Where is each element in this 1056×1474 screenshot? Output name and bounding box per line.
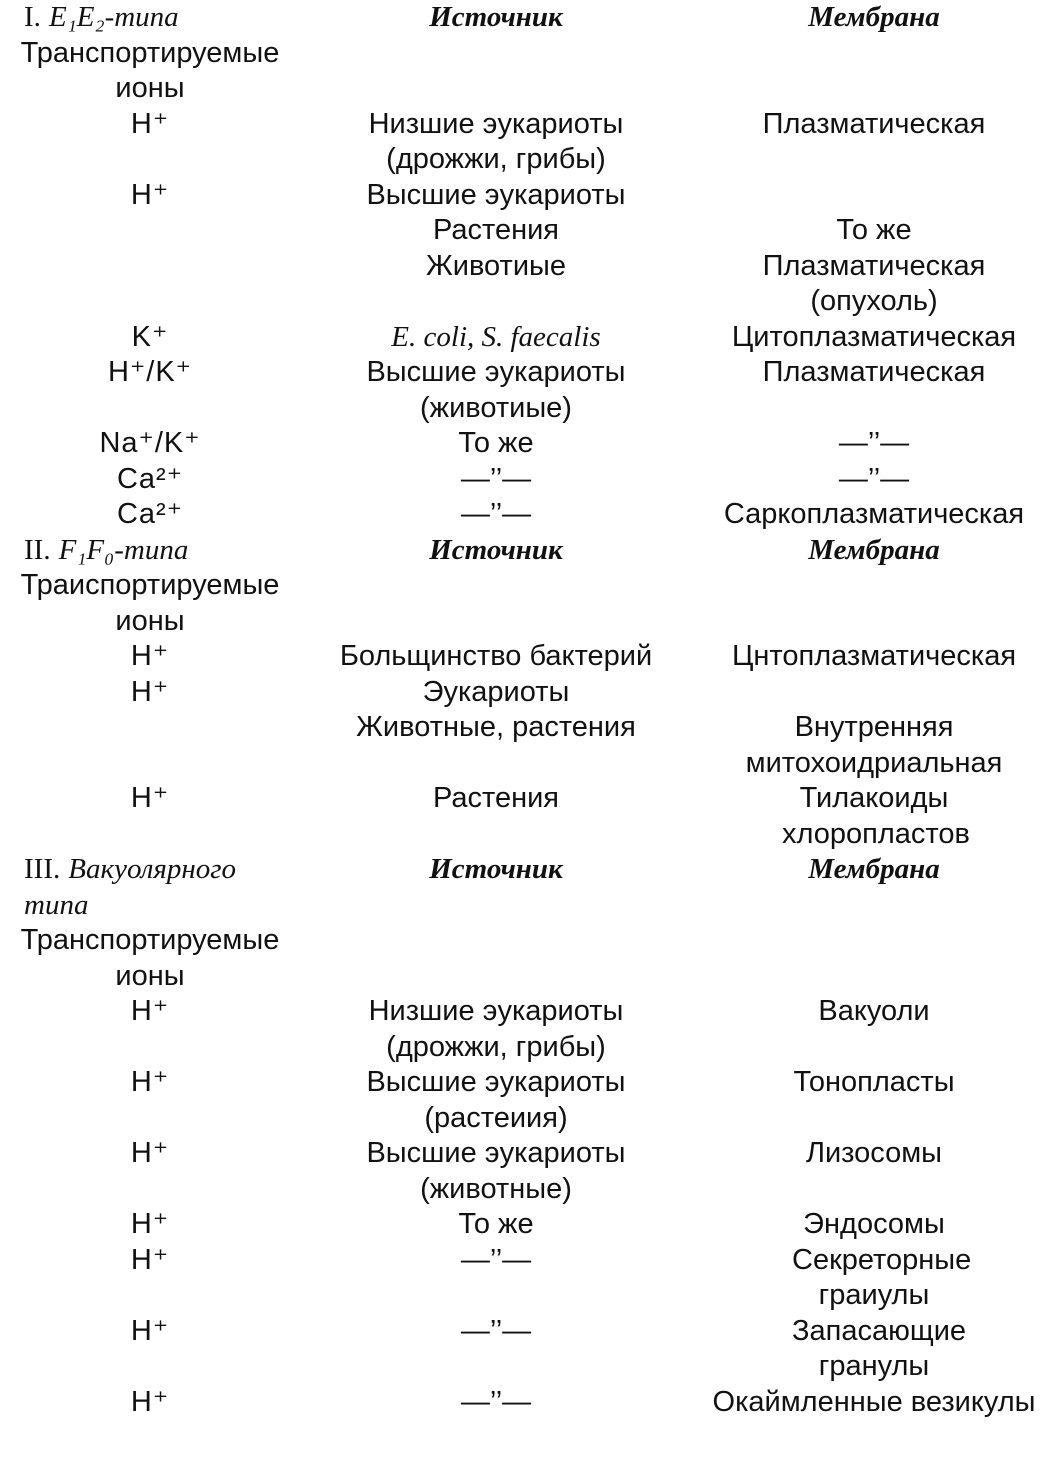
source-cell: —’’— <box>460 1385 532 1418</box>
source-cell: Высшие эукариоты (животные) <box>366 1137 626 1205</box>
source-column-header: Источник <box>429 533 563 566</box>
ion-cell: H⁺ <box>130 640 170 672</box>
ion-cell: Ca²⁺ <box>116 462 184 495</box>
membrane-cell: —’’— <box>838 427 910 459</box>
type-heading <box>0 0 300 36</box>
membrane-cell: Запасающие гранулы <box>792 1314 967 1382</box>
type-name: E₁E₂-типа <box>48 1 179 33</box>
type-name: Вакуолярного типа <box>24 853 237 921</box>
source-column-header: Источник <box>429 853 563 885</box>
table-row <box>0 1314 1056 1385</box>
membrane-cell: —’’— <box>838 462 910 495</box>
ion-cell: Ca²⁺ <box>116 498 184 530</box>
membrane-cell: Цнтоплазматическая <box>731 640 1017 672</box>
type-heading <box>0 533 300 569</box>
ions-column-label: Транспортируемые ионы <box>20 36 280 104</box>
membrane-cell: Лизосомы <box>805 1137 943 1169</box>
source-cell: То же <box>458 1208 534 1240</box>
source-cell: —’’— <box>460 462 532 495</box>
section-number: II. <box>24 533 51 566</box>
source-cell: Высшие эукариоты (растеиия) <box>366 1066 626 1134</box>
membrane-cell: Секреторные граиулы <box>792 1243 972 1311</box>
source-cell: —’’— <box>460 1314 532 1347</box>
ion-cell: H⁺ <box>130 782 170 814</box>
section-header <box>0 852 1056 923</box>
section-header <box>0 533 1056 569</box>
table-row <box>0 355 1056 426</box>
source-cell: Больщинство бактерий <box>339 640 653 672</box>
ion-cell: H⁺/K⁺ <box>108 356 192 388</box>
membrane-cell: Эндосомы <box>803 1208 945 1240</box>
section-number: III. <box>24 853 61 885</box>
table-row <box>0 426 1056 462</box>
ions-label-row <box>0 923 1056 994</box>
membrane-cell: Плазматическая (опухоль) <box>762 249 986 317</box>
source-cell: Высшие эукариоты (животиые) <box>366 356 626 424</box>
source-cell: —’’— <box>460 1243 532 1276</box>
table-row <box>0 639 1056 675</box>
table-row <box>0 675 1056 711</box>
ions-label-row <box>0 36 1056 107</box>
source-cell: Высшие эукариоты <box>366 178 626 211</box>
source-cell: Животные, растения <box>356 711 636 743</box>
source-cell: Растения <box>432 782 559 814</box>
ion-cell: K⁺ <box>131 320 169 353</box>
ions-column-label: Транспортируемые ионы <box>20 924 280 992</box>
ion-cell: H⁺ <box>130 675 170 708</box>
source-column-header: Источник <box>429 1 563 33</box>
membrane-cell: Внутренняя митохоидриальная <box>745 711 1003 779</box>
ion-cell: H⁺ <box>130 1314 170 1347</box>
table-row <box>0 1243 1056 1314</box>
ion-cell: H⁺ <box>130 1243 170 1276</box>
type-name: F₁F₀-типа <box>58 533 189 566</box>
table-row <box>0 1065 1056 1136</box>
table-row <box>0 1136 1056 1207</box>
membrane-cell: Саркоплазматическая <box>723 498 1025 530</box>
section-f1f0-type <box>0 533 1056 853</box>
membrane-cell: Вакуоли <box>818 995 930 1027</box>
table-row <box>0 1385 1056 1421</box>
section-header <box>0 0 1056 36</box>
membrane-cell: Тилакоиды хлоропластов <box>782 782 970 850</box>
ion-cell: H⁺ <box>130 1208 170 1240</box>
source-cell: Эукариоты <box>422 675 570 708</box>
ion-cell: H⁺ <box>130 178 170 211</box>
membrane-cell: Тонопласты <box>793 1066 955 1098</box>
source-cell: Животиые <box>425 249 566 282</box>
ion-cell: H⁺ <box>130 995 170 1027</box>
membrane-cell: Цитоплазматическая <box>731 320 1017 353</box>
table-row <box>0 249 1056 320</box>
table-row <box>0 497 1056 533</box>
table-row <box>0 710 1056 781</box>
section-vacuolar-type <box>0 852 1056 1420</box>
source-cell: Низшие эукариоты (дрожжи, грибы) <box>368 107 624 175</box>
source-cell: E. coli, S. faecalis <box>391 320 601 353</box>
ion-cell: H⁺ <box>130 1137 170 1169</box>
membrane-column-header: Мембрана <box>808 1 940 33</box>
table-row <box>0 213 1056 249</box>
source-cell: Растения <box>432 214 559 246</box>
section-number: I. <box>24 1 41 33</box>
ion-cell: H⁺ <box>130 1066 170 1098</box>
membrane-cell: Плазматическая <box>762 356 986 388</box>
table-row <box>0 107 1056 178</box>
source-cell: —’’— <box>460 498 532 530</box>
table-row <box>0 994 1056 1065</box>
table-row <box>0 320 1056 356</box>
membrane-column-header: Мембрана <box>808 853 940 885</box>
source-cell: Низшие эукариоты (дрожжи, грибы) <box>368 995 624 1063</box>
ion-cell: H⁺ <box>130 107 170 140</box>
ion-cell: Na⁺/K⁺ <box>99 427 201 459</box>
section-e1e2-type <box>0 0 1056 533</box>
table-row <box>0 462 1056 498</box>
membrane-column-header: Мембрана <box>808 533 940 566</box>
table-row <box>0 1207 1056 1243</box>
membrane-cell: Плазматическая <box>762 107 986 140</box>
ion-cell: H⁺ <box>130 1385 170 1418</box>
type-heading <box>0 852 300 923</box>
table-row <box>0 781 1056 852</box>
source-cell: То же <box>458 427 534 459</box>
ions-label-row <box>0 568 1056 639</box>
table-row <box>0 178 1056 214</box>
ions-column-label: Траиспортируемые ионы <box>20 569 280 637</box>
membrane-cell: Окаймленные везикулы <box>712 1385 1036 1418</box>
membrane-cell: То же <box>836 214 912 246</box>
